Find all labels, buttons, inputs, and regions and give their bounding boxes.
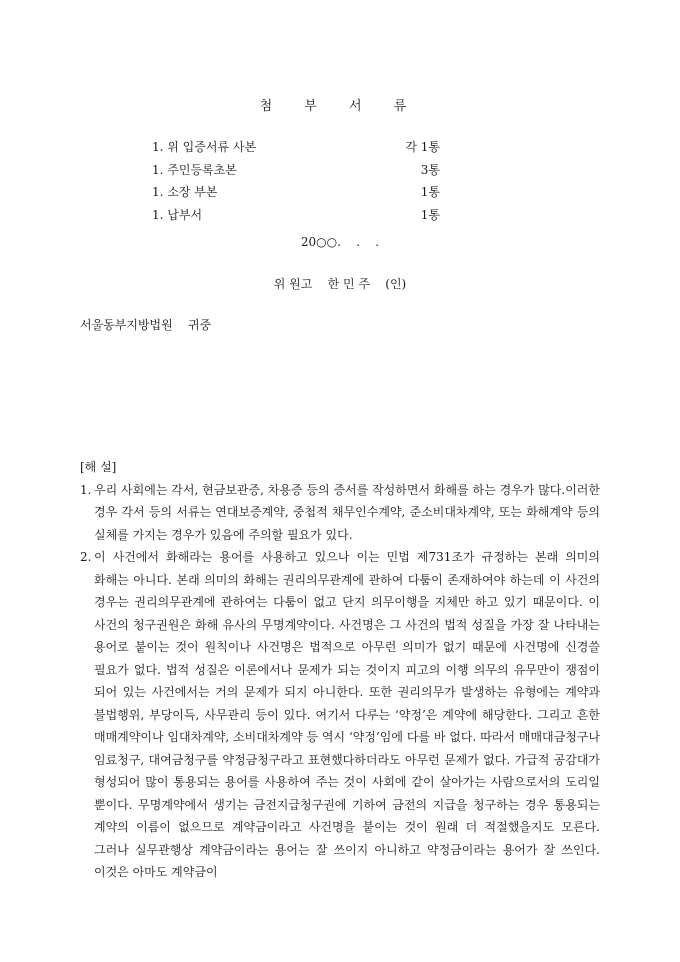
attachment-count: 각 1통 bbox=[405, 140, 440, 154]
commentary-paragraph bbox=[80, 479, 600, 547]
document-title: 첨 부 서 류 bbox=[259, 99, 421, 114]
attachment-list bbox=[152, 136, 440, 226]
document-date: 20○○. . . bbox=[300, 235, 380, 249]
commentary-paragraph bbox=[80, 546, 600, 884]
attachment-row bbox=[152, 136, 440, 159]
attachment-count: 3통 bbox=[420, 162, 440, 177]
paragraph-number: 2. bbox=[80, 550, 92, 564]
attachment-row bbox=[152, 159, 440, 182]
attachment-count: 1통 bbox=[420, 185, 440, 199]
attachment-label: 1. 주민등록초본 bbox=[152, 162, 237, 177]
commentary-section bbox=[80, 456, 600, 884]
paragraph-number: 1. bbox=[80, 482, 92, 497]
attachment-label: 1. 납부서 bbox=[152, 207, 203, 222]
paragraph-text: 우리 사회에는 각서, 현금보관증, 차용증 등의 증서를 작성하면서 화해를 하는 경우가 많다.이러한 경우 각서 등의 서류는 연대보증계약, 중첩적 채무인수계약, 준소비대차계약, 또는 화해계약 등의 실체를 가지는 경우가 있음에 주의할 필요가 있다. bbox=[94, 482, 600, 542]
attachment-row bbox=[152, 181, 440, 204]
court-addressee: 서울동부지방법원 귀중 bbox=[80, 318, 212, 332]
attachment-row bbox=[152, 204, 440, 227]
commentary-heading: [해 설] bbox=[80, 460, 117, 474]
attachment-label: 1. 소장 부본 bbox=[152, 185, 218, 199]
plaintiff-signature: 위 원고 한 민 주 (인) bbox=[273, 277, 407, 291]
attachment-label: 1. 위 입증서류 사본 bbox=[152, 140, 257, 154]
attachment-count: 1통 bbox=[420, 207, 440, 222]
paragraph-text: 이 사건에서 화해라는 용어를 사용하고 있으나 이는 민법 제731조가 규정하는 본래 의미의 화해는 아니다. 본래 의미의 화해는 권리의무관계에 관하여 다툼이 존재하여야 하는데 이 사건의 경우는 권리의무관계에 관하여는 다툼이 없고 단지 의무이행을 지체만 하고 있기 때문이다. 이 사건의 청구권원은 화해 유사의 무명계약이다. 사건명은 그 사건의 법적 성질을 가장 잘 나타내는 용어로 붙이는 것이 원칙이나 사건명은 법적으로 아무런 의미가 없기 때문에 사건명에 신경쓸 필요가 없다. 법적 성질은 이론에서나 문제가 되는 것이지 피고의 이행 의무의 유무만이 쟁점이 되어 있는 사건에서는 거의 문제가 되지 아니한다. 또한 권리의무가 발생하는 유형에는 계약과 불법행위, 부당이득, 사무관리 등이 있다. 여기서 다루는 ‘약정’은 계약에 해당한다. 그리고 흔한 매매계약이나 임대차계약, 소비대차계약 등 역시 ‘약정’임에 다를 바 없다. 따라서 매매대금청구나 임료청구, 대여금청구를 약정금청구라고 표현했다하더라도 아무런 문제가 없다. 가급적 공감대가 형성되어 많이 통용되는 용어를 사용하여 주는 것이 사회에 같이 살아가는 사람으로서의 도리일 뿐이다. 무명계약에서 생기는 금전지급청구권에 기하여 금전의 지급을 청구하는 경우 통용되는 계약의 이름이 없으므로 계약금이라고 사건명을 붙이는 것이 원래 더 적절했을지도 모른다. 그러나 실무관행상 계약금이라는 용어는 잘 쓰이지 아니하고 약정금이라는 용어가 잘 쓰인다. 이것은 아마도 계약금이 bbox=[94, 550, 600, 879]
